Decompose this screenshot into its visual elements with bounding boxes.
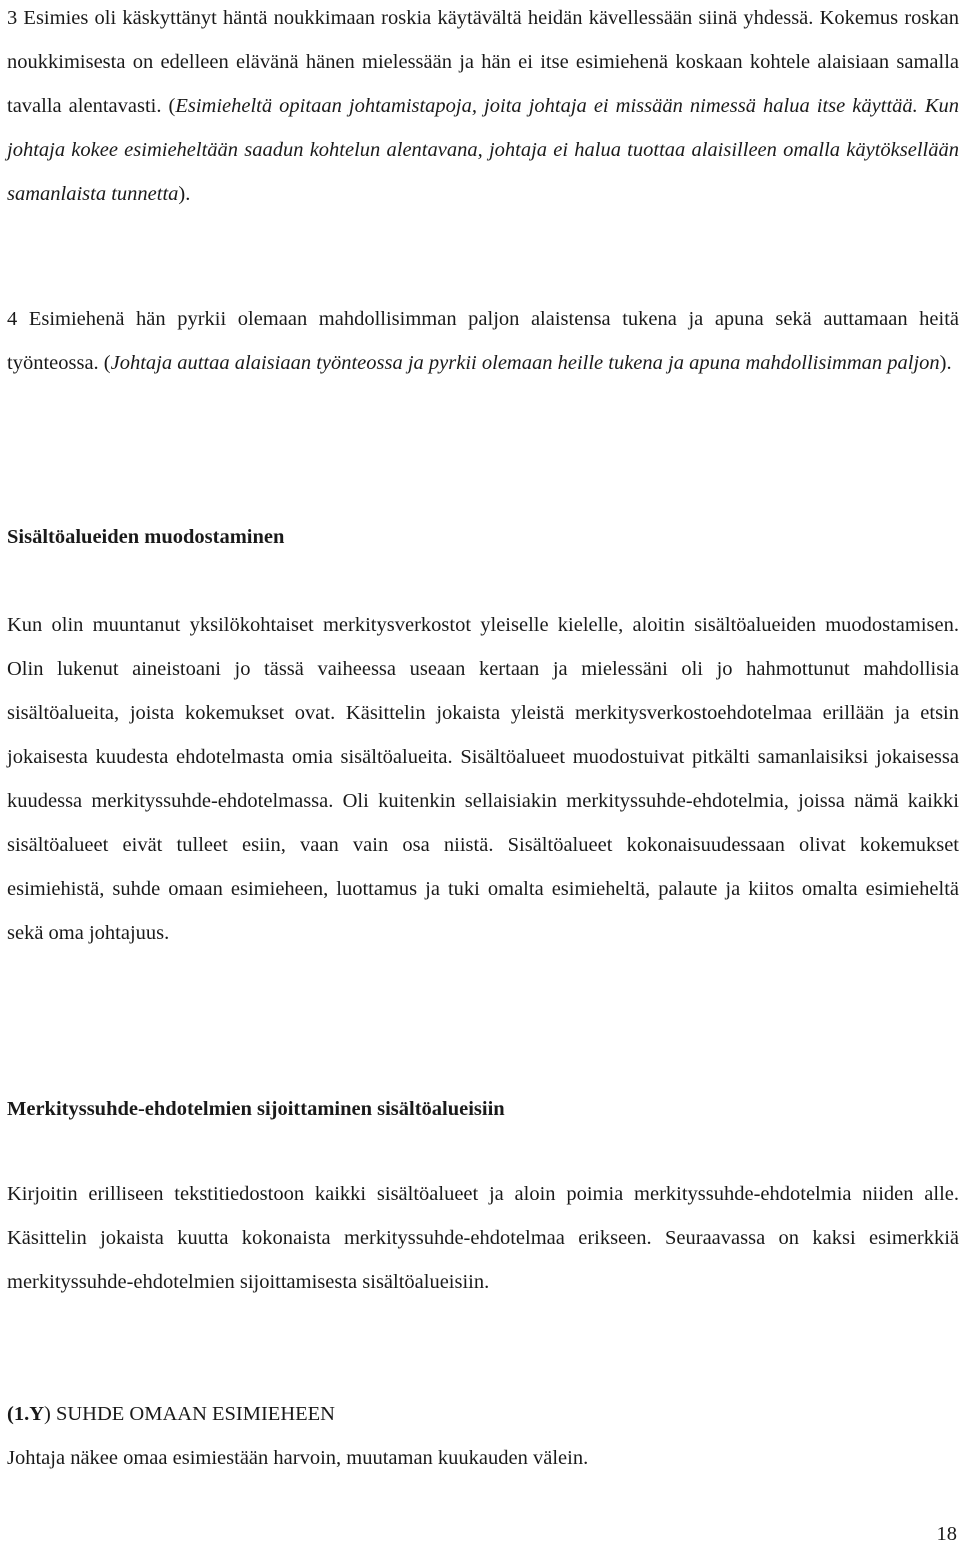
item4-closing: ).	[939, 352, 952, 374]
item4-plain-text: 4 Esimiehenä hän pyrkii olemaan mahdollisimman paljon alaistensa tukena ja apuna sekä auttamaan heitä työnteossa. (	[7, 308, 959, 374]
paragraph-item-3	[7, 0, 959, 216]
paragraph-sisaltoalueet: Kun olin muuntanut yksilökohtaiset merkitysverkostot yleiselle kielelle, aloitin sisältöalueiden muodostamisen. Olin lukenut aineistoani jo tässä vaiheessa useaan kertaan ja mielessäni oli jo hahmottunut mahdollisia sisältöalueita, joista kokemukset ovat. Käsittelin jokaista yleistä merkitysverkostoehdotelmaa erillään ja etsin jokaisesta kuudesta ehdotelmasta omia sisältöalueita. Sisältöalueet muodostuivat pitkälti samanlaisiksi jokaisessa kuudessa merkityssuhde-ehdotelmassa. Oli kuitenkin sellaisiakin merkityssuhde-ehdotelmia, joissa nämä kaikki sisältöalueet eivät tulleet esiin, vaan vain osa niistä. Sisältöalueet kokonaisuudessaan olivat kokemukset esimiehistä, suhde omaan esimieheen, luottamus ja tuki omalta esimieheltä, palaute ja kiitos omalta esimieheltä sekä oma johtajuus.	[7, 614, 959, 944]
example-label	[7, 1397, 335, 1431]
page-number: 18	[936, 1523, 957, 1545]
section-heading-sijoittaminen: Merkityssuhde-ehdotelmien sijoittaminen sisältöalueisiin	[7, 1098, 505, 1120]
item3-closing: ).	[178, 183, 191, 205]
example-label-bold: (1.Y	[7, 1403, 45, 1425]
paragraph-sijoittaminen: Kirjoitin erilliseen tekstitiedostoon kaikki sisältöalueet ja aloin poimia merkityssuhde-ehdotelmia niiden alle. Käsittelin jokaista kuutta kokonaista merkityssuhde-ehdotelmaa erikseen. Seuraavassa on kaksi esimerkkiä merkityssuhde-ehdotelmien sijoittamisesta sisältöalueisiin.	[7, 1183, 959, 1293]
example-text: Johtaja näkee omaa esimiestään harvoin, muutaman kuukauden välein.	[7, 1447, 589, 1469]
item4-italic-text: Johtaja auttaa alaisiaan työnteossa ja pyrkii olemaan heille tukena ja apuna mahdollisimman paljon	[110, 352, 940, 374]
item3-italic-text: Esimieheltä opitaan johtamistapoja, joita johtaja ei missään nimessä halua itse käyttää. Kun johtaja kokee esimieheltään saadun kohtelun alentavana, johtaja ei halua tuottaa alaisilleen omalla käytöksellään samanlaista tunnetta	[7, 95, 959, 205]
item3-plain-text: 3 Esimies oli käskyttänyt häntä noukkimaan roskia käytävältä heidän kävellessään siinä yhdessä. Kokemus roskan noukkimisesta on edelleen elävänä hänen mielessään ja hän ei itse esimiehenä koskaan kohtele alaisiaan samalla tavalla alentavasti. (	[7, 7, 959, 117]
example-label-rest: ) SUHDE OMAAN ESIMIEHEEN	[44, 1403, 335, 1425]
section-heading-sisaltoalueet: Sisältöalueiden muodostaminen	[7, 526, 285, 548]
paragraph-item-4	[7, 297, 959, 385]
